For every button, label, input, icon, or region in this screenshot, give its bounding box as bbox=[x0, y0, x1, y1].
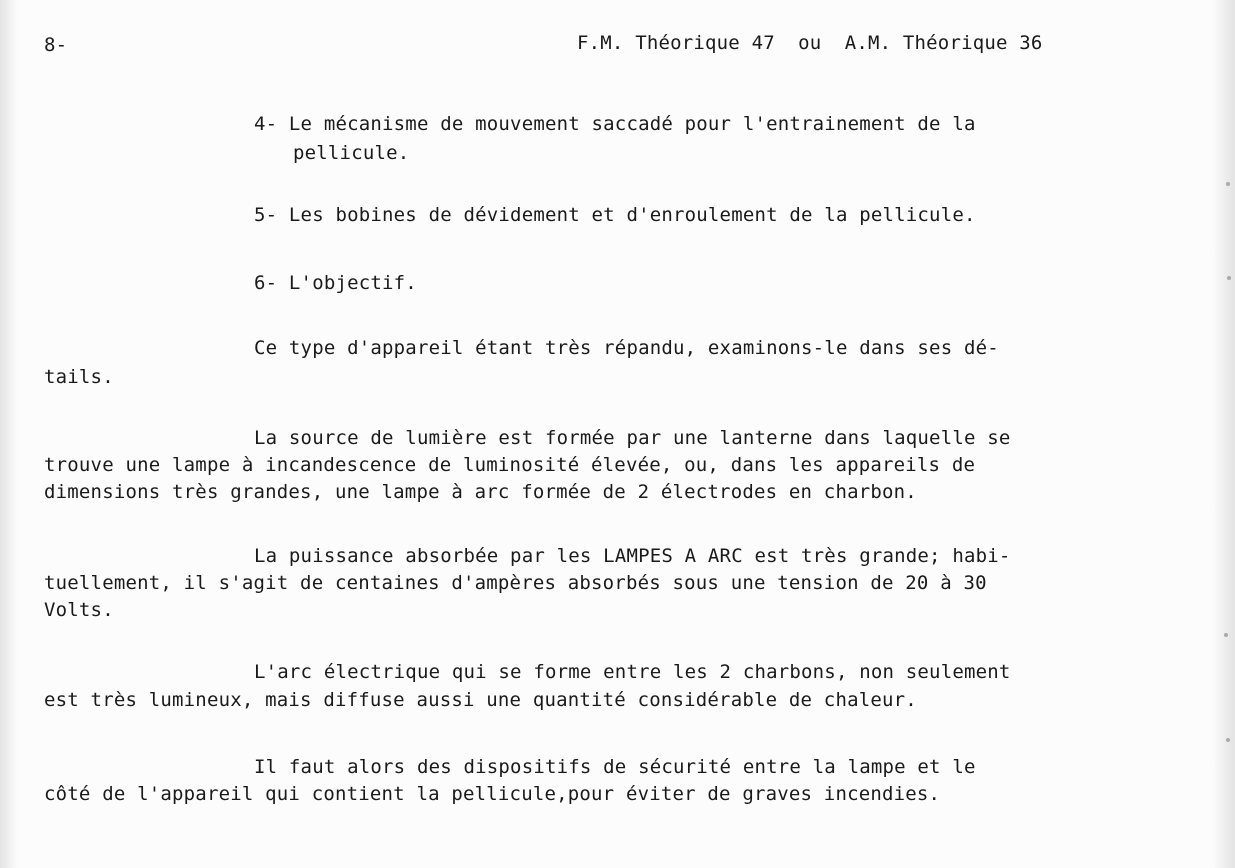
list-item-6: 6- L'objectif. bbox=[254, 272, 417, 294]
paragraph-3-line2: tuellement, il s'agit de centaines d'ampères absorbés sous une tension de 20 à 30 bbox=[44, 572, 987, 594]
paragraph-3-line3: Volts. bbox=[44, 599, 114, 621]
paragraph-1-line1: Ce type d'appareil étant très répandu, examinons-le dans ses dé- bbox=[254, 337, 999, 359]
paragraph-4-line1: L'arc électrique qui se forme entre les 2 charbons, non seulement bbox=[254, 661, 1011, 683]
list-item-5: 5- Les bobines de dévidement et d'enroulement de la pellicule. bbox=[254, 204, 976, 226]
paragraph-1-line2: tails. bbox=[44, 366, 114, 388]
paragraph-2-line1: La source de lumière est formée par une lanterne dans laquelle se bbox=[254, 427, 1011, 449]
scan-speck bbox=[1227, 276, 1231, 280]
scan-speck bbox=[1226, 182, 1230, 186]
paragraph-5-line2: côté de l'appareil qui contient la pellicule,pour éviter de graves incendies. bbox=[44, 783, 941, 805]
paragraph-2-line2: trouve une lampe à incandescence de luminosité élevée, ou, dans les appareils de bbox=[44, 454, 976, 476]
paragraph-5-line1: Il faut alors des dispositifs de sécurité entre la lampe et le bbox=[254, 756, 976, 778]
list-item-4-line1: 4- Le mécanisme de mouvement saccadé pour l'entrainement de la bbox=[254, 113, 976, 135]
paragraph-2-line3: dimensions très grandes, une lampe à arc formée de 2 électrodes en charbon. bbox=[44, 481, 917, 503]
scan-edge-left bbox=[0, 0, 18, 868]
paragraph-4-line2: est très lumineux, mais diffuse aussi une quantité considérable de chaleur. bbox=[44, 689, 917, 711]
page-header-title: F.M. Théorique 47 ou A.M. Théorique 36 bbox=[577, 32, 1043, 54]
page-number: 8- bbox=[44, 34, 68, 56]
scan-speck bbox=[1226, 738, 1230, 742]
scan-speck bbox=[1224, 633, 1228, 637]
list-item-4-line2: pellicule. bbox=[293, 142, 410, 164]
scan-edge-right bbox=[1213, 0, 1235, 868]
paragraph-3-line1: La puissance absorbée par les LAMPES A ARC est très grande; habi- bbox=[254, 545, 1011, 567]
